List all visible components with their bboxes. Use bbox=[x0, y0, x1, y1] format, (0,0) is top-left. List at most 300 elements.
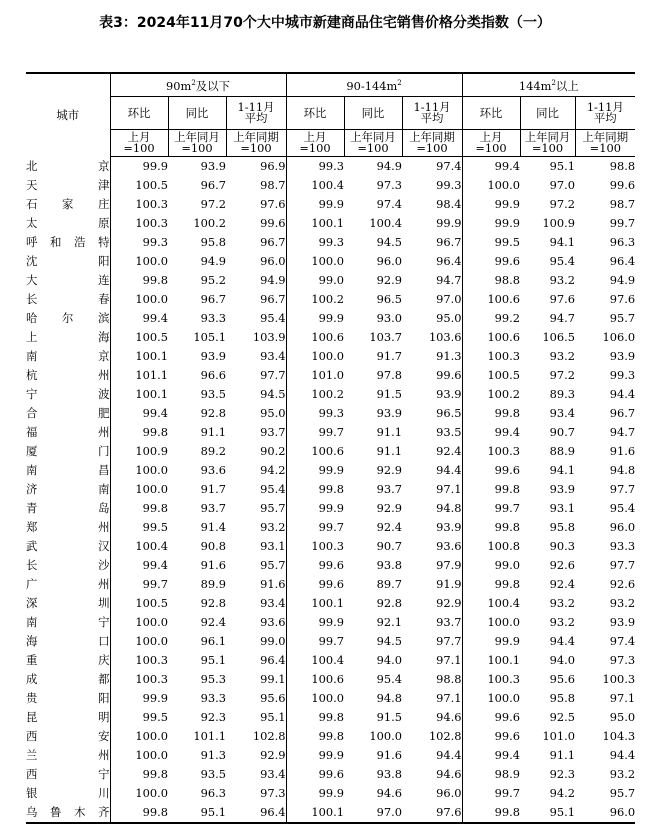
index-value: 96.1 bbox=[200, 634, 226, 648]
index-value: 100.3 bbox=[462, 670, 520, 689]
index-value: 100.3 bbox=[462, 442, 520, 461]
index-value: 96.4 bbox=[609, 254, 636, 268]
index-value: 99.8 bbox=[110, 765, 168, 784]
index-value: 100.6 bbox=[462, 328, 520, 347]
table-row bbox=[26, 746, 635, 765]
index-value: 95.0 bbox=[609, 710, 636, 724]
index-value: 99.1 bbox=[260, 672, 286, 686]
index-value: 100.9 bbox=[110, 442, 168, 461]
city-name: 北京 bbox=[26, 158, 110, 173]
index-value: 99.0 bbox=[260, 634, 286, 648]
table-header bbox=[26, 73, 635, 157]
table-row bbox=[26, 309, 635, 328]
city-name: 天津 bbox=[26, 178, 110, 192]
index-value: 100.3 bbox=[110, 214, 168, 233]
index-value: 101.0 bbox=[286, 366, 344, 385]
col-label-mom: 环比 bbox=[110, 97, 168, 130]
index-value: 90.2 bbox=[260, 444, 286, 458]
price-index-table bbox=[26, 72, 635, 824]
col-label-avg: 1-11月 平均 bbox=[226, 97, 286, 130]
index-value: 99.9 bbox=[286, 195, 344, 214]
index-value: 94.2 bbox=[260, 463, 286, 477]
index-value: 99.8 bbox=[462, 404, 520, 423]
table-body bbox=[26, 157, 635, 824]
city-name: 南昌 bbox=[26, 463, 110, 477]
index-value: 99.8 bbox=[462, 480, 520, 499]
index-value: 99.6 bbox=[286, 575, 344, 594]
index-value: 100.4 bbox=[286, 176, 344, 195]
index-value: 99.4 bbox=[110, 309, 168, 328]
index-value: 100.5 bbox=[110, 594, 168, 613]
index-value: 96.3 bbox=[200, 786, 226, 800]
index-value: 96.0 bbox=[376, 254, 403, 268]
index-value: 99.8 bbox=[462, 518, 520, 537]
index-value: 97.8 bbox=[376, 368, 403, 382]
table-row bbox=[26, 328, 635, 347]
index-value: 100.0 bbox=[462, 689, 520, 708]
index-value: 100.4 bbox=[110, 537, 168, 556]
col-label-mom: 环比 bbox=[286, 97, 344, 130]
index-value: 95.1 bbox=[520, 803, 575, 823]
index-value: 93.1 bbox=[549, 501, 576, 515]
index-value: 100.2 bbox=[286, 290, 344, 309]
index-value: 99.8 bbox=[110, 271, 168, 290]
index-value: 100.0 bbox=[110, 613, 168, 632]
index-value: 100.4 bbox=[462, 594, 520, 613]
index-value: 99.4 bbox=[110, 556, 168, 575]
index-value: 95.7 bbox=[609, 311, 636, 325]
index-value: 95.6 bbox=[260, 691, 286, 705]
index-value: 97.4 bbox=[609, 634, 636, 648]
col-label-avg: 1-11月 平均 bbox=[402, 97, 462, 130]
index-value: 95.2 bbox=[200, 273, 226, 287]
index-value: 99.3 bbox=[436, 178, 462, 192]
index-value: 93.4 bbox=[260, 767, 286, 781]
index-value: 90.7 bbox=[376, 539, 403, 553]
index-value: 97.7 bbox=[436, 634, 462, 648]
index-value: 96.0 bbox=[436, 786, 462, 800]
index-value: 93.8 bbox=[376, 767, 403, 781]
index-value: 91.6 bbox=[260, 577, 286, 591]
index-value: 99.0 bbox=[462, 556, 520, 575]
table-row bbox=[26, 290, 635, 309]
index-value: 93.2 bbox=[549, 349, 576, 363]
index-value: 100.0 bbox=[286, 252, 344, 271]
table-row bbox=[26, 613, 635, 632]
index-value: 92.8 bbox=[376, 596, 403, 610]
index-value: 96.7 bbox=[436, 235, 462, 249]
index-value: 96.7 bbox=[260, 235, 286, 249]
city-name: 宁波 bbox=[26, 387, 110, 401]
city-name: 南京 bbox=[26, 349, 110, 363]
city-name: 长春 bbox=[26, 292, 110, 306]
index-value: 106.5 bbox=[542, 330, 576, 344]
index-value: 102.8 bbox=[428, 729, 462, 743]
table-row bbox=[26, 803, 635, 823]
city-name: 长沙 bbox=[26, 558, 110, 572]
index-value: 91.3 bbox=[200, 748, 226, 762]
index-value: 94.7 bbox=[436, 273, 462, 287]
index-value: 100.0 bbox=[110, 252, 168, 271]
index-value: 98.9 bbox=[462, 765, 520, 784]
table-row bbox=[26, 765, 635, 784]
city-name: 大连 bbox=[26, 273, 110, 287]
index-value: 95.3 bbox=[200, 672, 226, 686]
index-value: 100.6 bbox=[286, 442, 344, 461]
table-row bbox=[26, 176, 635, 195]
index-value: 99.6 bbox=[462, 727, 520, 746]
index-value: 96.5 bbox=[376, 292, 403, 306]
index-value: 99.6 bbox=[286, 556, 344, 575]
index-value: 91.7 bbox=[200, 482, 226, 496]
index-value: 99.6 bbox=[286, 765, 344, 784]
index-value: 99.3 bbox=[609, 368, 636, 382]
index-value: 100.4 bbox=[286, 651, 344, 670]
table-row bbox=[26, 385, 635, 404]
index-value: 97.1 bbox=[436, 482, 462, 496]
index-value: 93.7 bbox=[200, 501, 226, 515]
index-value: 100.3 bbox=[110, 670, 168, 689]
index-value: 91.9 bbox=[436, 577, 462, 591]
index-value: 100.3 bbox=[462, 347, 520, 366]
index-value: 99.6 bbox=[462, 252, 520, 271]
table-row bbox=[26, 423, 635, 442]
index-value: 93.0 bbox=[376, 311, 403, 325]
index-value: 92.4 bbox=[436, 444, 462, 458]
table-row bbox=[26, 556, 635, 575]
index-value: 95.4 bbox=[376, 672, 403, 686]
table-row bbox=[26, 271, 635, 290]
index-value: 100.3 bbox=[602, 672, 636, 686]
index-value: 92.3 bbox=[549, 767, 576, 781]
index-value: 93.8 bbox=[376, 558, 403, 572]
index-value: 99.6 bbox=[462, 461, 520, 480]
index-value: 99.8 bbox=[110, 803, 168, 823]
index-value: 100.3 bbox=[110, 651, 168, 670]
index-value: 93.6 bbox=[200, 463, 226, 477]
index-value: 91.6 bbox=[200, 558, 226, 572]
index-value: 99.9 bbox=[462, 214, 520, 233]
index-value: 89.3 bbox=[549, 387, 576, 401]
index-value: 99.9 bbox=[286, 499, 344, 518]
index-value: 95.4 bbox=[260, 311, 286, 325]
table-row bbox=[26, 461, 635, 480]
index-value: 99.8 bbox=[286, 727, 344, 746]
index-value: 94.6 bbox=[436, 710, 462, 724]
index-value: 98.4 bbox=[436, 197, 462, 211]
index-value: 100.6 bbox=[286, 328, 344, 347]
col-label-yoy: 同比 bbox=[520, 97, 575, 130]
index-value: 92.8 bbox=[200, 406, 226, 420]
base-label-row bbox=[26, 130, 635, 157]
base-label-last-month: 上月 =100 bbox=[110, 130, 168, 157]
index-value: 99.7 bbox=[110, 575, 168, 594]
index-value: 93.3 bbox=[200, 691, 226, 705]
index-value: 99.8 bbox=[110, 423, 168, 442]
index-value: 95.4 bbox=[609, 501, 636, 515]
city-name: 福州 bbox=[26, 425, 110, 439]
index-value: 99.6 bbox=[609, 178, 636, 192]
city-name: 海口 bbox=[26, 634, 110, 648]
index-value: 99.9 bbox=[462, 195, 520, 214]
index-value: 92.6 bbox=[549, 558, 576, 572]
index-value: 99.6 bbox=[436, 368, 462, 382]
base-label-last-year-period: 上年同期 =100 bbox=[226, 130, 286, 157]
city-name: 广州 bbox=[26, 577, 110, 591]
table-row bbox=[26, 727, 635, 746]
index-value: 89.9 bbox=[200, 577, 226, 591]
city-name: 合肥 bbox=[26, 406, 110, 420]
index-value: 96.7 bbox=[609, 406, 636, 420]
table-row bbox=[26, 252, 635, 271]
table-row bbox=[26, 784, 635, 803]
index-value: 91.5 bbox=[376, 387, 403, 401]
city-name: 兰州 bbox=[26, 748, 110, 762]
city-name: 银川 bbox=[26, 786, 110, 800]
index-value: 100.3 bbox=[110, 195, 168, 214]
index-value: 91.1 bbox=[376, 425, 403, 439]
index-value: 97.7 bbox=[609, 482, 636, 496]
index-value: 100.4 bbox=[369, 216, 403, 230]
index-value: 91.1 bbox=[549, 748, 576, 762]
index-value: 94.7 bbox=[609, 425, 636, 439]
index-value: 100.2 bbox=[193, 216, 226, 230]
index-value: 94.4 bbox=[436, 463, 462, 477]
table-title: 表3：2024年11月70个大中城市新建商品住宅销售价格分类指数（一） bbox=[99, 15, 551, 31]
index-value: 95.6 bbox=[549, 672, 576, 686]
index-value: 100.1 bbox=[286, 803, 344, 823]
index-value: 97.0 bbox=[549, 178, 576, 192]
city-name: 成都 bbox=[26, 672, 110, 686]
table-row bbox=[26, 499, 635, 518]
index-value: 97.0 bbox=[344, 803, 402, 823]
index-value: 95.8 bbox=[200, 235, 226, 249]
index-value: 93.9 bbox=[376, 406, 403, 420]
index-value: 93.3 bbox=[609, 539, 636, 553]
index-value: 100.5 bbox=[462, 366, 520, 385]
index-value: 103.7 bbox=[369, 330, 403, 344]
index-value: 100.2 bbox=[286, 385, 344, 404]
index-value: 93.9 bbox=[609, 349, 636, 363]
index-value: 97.2 bbox=[549, 197, 576, 211]
group-header-medium: $90-144m^2$ bbox=[286, 73, 462, 97]
index-value: 100.5 bbox=[110, 176, 168, 195]
index-value: 94.5 bbox=[376, 634, 403, 648]
index-value: 99.8 bbox=[462, 575, 520, 594]
base-label-last-year-period: 上年同期 =100 bbox=[402, 130, 462, 157]
index-value: 100.3 bbox=[286, 537, 344, 556]
index-value: 97.6 bbox=[260, 197, 286, 211]
index-value: 94.4 bbox=[549, 634, 576, 648]
base-label-last-year-month: 上年同月 =100 bbox=[520, 130, 575, 157]
city-name: 重庆 bbox=[26, 653, 110, 667]
index-value: 92.5 bbox=[549, 710, 576, 724]
index-value: 99.9 bbox=[286, 461, 344, 480]
table-row bbox=[26, 651, 635, 670]
city-name: 郑州 bbox=[26, 520, 110, 534]
index-value: 97.6 bbox=[609, 292, 636, 306]
index-value: 91.4 bbox=[200, 520, 226, 534]
table-row bbox=[26, 442, 635, 461]
table-row bbox=[26, 480, 635, 499]
index-value: 92.9 bbox=[376, 463, 403, 477]
index-value: 97.4 bbox=[376, 197, 403, 211]
group-header-small: $90m^2$及以下 bbox=[110, 73, 286, 97]
index-value: 95.0 bbox=[260, 406, 286, 420]
index-value: 94.5 bbox=[376, 235, 403, 249]
city-name: 深圳 bbox=[26, 596, 110, 610]
index-value: 99.8 bbox=[110, 499, 168, 518]
index-value: 100.0 bbox=[110, 746, 168, 765]
city-name: 乌鲁木齐 bbox=[26, 803, 110, 823]
col-label-yoy: 同比 bbox=[344, 97, 402, 130]
column-label-row bbox=[26, 97, 635, 130]
city-name: 西宁 bbox=[26, 767, 110, 781]
index-value: 93.2 bbox=[549, 615, 576, 629]
index-value: 94.4 bbox=[609, 387, 636, 401]
index-value: 95.7 bbox=[609, 786, 636, 800]
index-value: 100.2 bbox=[462, 385, 520, 404]
index-value: 99.9 bbox=[110, 157, 168, 177]
index-value: 91.7 bbox=[376, 349, 403, 363]
index-value: 93.6 bbox=[260, 615, 286, 629]
base-label-last-year-month: 上年同月 =100 bbox=[344, 130, 402, 157]
city-name: 昆明 bbox=[26, 710, 110, 724]
table-row bbox=[26, 575, 635, 594]
index-value: 94.4 bbox=[436, 748, 462, 762]
index-value: 106.0 bbox=[602, 330, 636, 344]
index-value: 99.2 bbox=[462, 309, 520, 328]
city-name: 太原 bbox=[26, 216, 110, 230]
index-value: 91.6 bbox=[609, 444, 636, 458]
index-value: 93.9 bbox=[200, 159, 226, 173]
index-value: 101.1 bbox=[110, 366, 168, 385]
index-value: 99.3 bbox=[286, 404, 344, 423]
table-row bbox=[26, 157, 635, 177]
index-value: 100.1 bbox=[286, 594, 344, 613]
table-row bbox=[26, 404, 635, 423]
index-value: 92.9 bbox=[376, 501, 403, 515]
index-value: 99.0 bbox=[286, 271, 344, 290]
index-value: 96.7 bbox=[200, 292, 226, 306]
index-value: 100.9 bbox=[542, 216, 576, 230]
index-value: 96.3 bbox=[609, 235, 636, 249]
index-value: 90.3 bbox=[549, 539, 576, 553]
index-value: 93.6 bbox=[436, 539, 462, 553]
index-value: 100.1 bbox=[462, 651, 520, 670]
index-value: 98.7 bbox=[260, 178, 286, 192]
index-value: 93.2 bbox=[609, 767, 636, 781]
index-value: 97.6 bbox=[549, 292, 576, 306]
index-value: 94.9 bbox=[609, 273, 636, 287]
index-value: 94.0 bbox=[549, 653, 576, 667]
index-value: 100.0 bbox=[369, 729, 403, 743]
index-value: 100.0 bbox=[110, 784, 168, 803]
index-value: 94.0 bbox=[376, 653, 403, 667]
index-value: 95.7 bbox=[260, 558, 286, 572]
index-value: 100.1 bbox=[110, 385, 168, 404]
index-value: 94.9 bbox=[260, 273, 286, 287]
index-value: 96.6 bbox=[200, 368, 226, 382]
index-value: 97.1 bbox=[609, 691, 636, 705]
table-row bbox=[26, 708, 635, 727]
index-value: 93.7 bbox=[376, 482, 403, 496]
index-value: 92.4 bbox=[549, 577, 576, 591]
index-value: 93.4 bbox=[260, 596, 286, 610]
index-value: 99.4 bbox=[462, 423, 520, 442]
table-row bbox=[26, 689, 635, 708]
index-value: 91.6 bbox=[376, 748, 403, 762]
index-value: 100.0 bbox=[110, 632, 168, 651]
city-name: 上海 bbox=[26, 330, 110, 344]
table-row bbox=[26, 366, 635, 385]
table-row bbox=[26, 632, 635, 651]
index-value: 99.9 bbox=[286, 746, 344, 765]
index-value: 92.9 bbox=[436, 596, 462, 610]
index-value: 96.4 bbox=[226, 803, 286, 823]
index-value: 100.0 bbox=[110, 727, 168, 746]
index-value: 100.0 bbox=[286, 347, 344, 366]
city-name: 呼和浩特 bbox=[26, 235, 110, 249]
index-value: 101.1 bbox=[193, 729, 226, 743]
index-value: 100.0 bbox=[110, 461, 168, 480]
index-value: 99.3 bbox=[286, 157, 344, 177]
index-value: 97.2 bbox=[200, 197, 226, 211]
index-value: 91.3 bbox=[436, 349, 462, 363]
index-value: 92.3 bbox=[200, 710, 226, 724]
index-value: 97.9 bbox=[436, 558, 462, 572]
index-value: 95.4 bbox=[549, 254, 576, 268]
index-value: 94.8 bbox=[436, 501, 462, 515]
index-value: 99.7 bbox=[462, 784, 520, 803]
index-value: 95.8 bbox=[549, 520, 576, 534]
index-value: 104.3 bbox=[602, 729, 636, 743]
index-value: 93.9 bbox=[549, 482, 576, 496]
index-value: 99.9 bbox=[436, 216, 462, 230]
index-value: 100.0 bbox=[286, 689, 344, 708]
index-value: 99.9 bbox=[286, 613, 344, 632]
index-value: 93.5 bbox=[200, 387, 226, 401]
index-value: 92.9 bbox=[260, 748, 286, 762]
index-value: 99.3 bbox=[286, 233, 344, 252]
city-name: 贵阳 bbox=[26, 691, 110, 705]
index-value: 98.8 bbox=[462, 271, 520, 290]
index-value: 94.6 bbox=[376, 786, 403, 800]
index-value: 99.5 bbox=[110, 708, 168, 727]
index-value: 97.7 bbox=[260, 368, 286, 382]
index-value: 93.5 bbox=[436, 425, 462, 439]
index-value: 99.9 bbox=[286, 309, 344, 328]
index-value: 93.5 bbox=[200, 767, 226, 781]
city-name: 哈尔滨 bbox=[26, 311, 110, 325]
index-value: 99.9 bbox=[286, 784, 344, 803]
index-value: 97.1 bbox=[436, 691, 462, 705]
index-value: 100.0 bbox=[462, 613, 520, 632]
index-value: 93.9 bbox=[436, 387, 462, 401]
index-value: 99.5 bbox=[462, 233, 520, 252]
index-value: 100.5 bbox=[110, 328, 168, 347]
col-label-avg: 1-11月 平均 bbox=[575, 97, 635, 130]
index-value: 93.3 bbox=[200, 311, 226, 325]
index-value: 103.6 bbox=[428, 330, 462, 344]
index-value: 96.7 bbox=[260, 292, 286, 306]
index-value: 97.0 bbox=[436, 292, 462, 306]
index-value: 88.9 bbox=[549, 444, 576, 458]
index-value: 93.2 bbox=[549, 273, 576, 287]
index-value: 97.7 bbox=[609, 558, 636, 572]
index-value: 93.4 bbox=[549, 406, 576, 420]
index-value: 95.1 bbox=[260, 710, 286, 724]
